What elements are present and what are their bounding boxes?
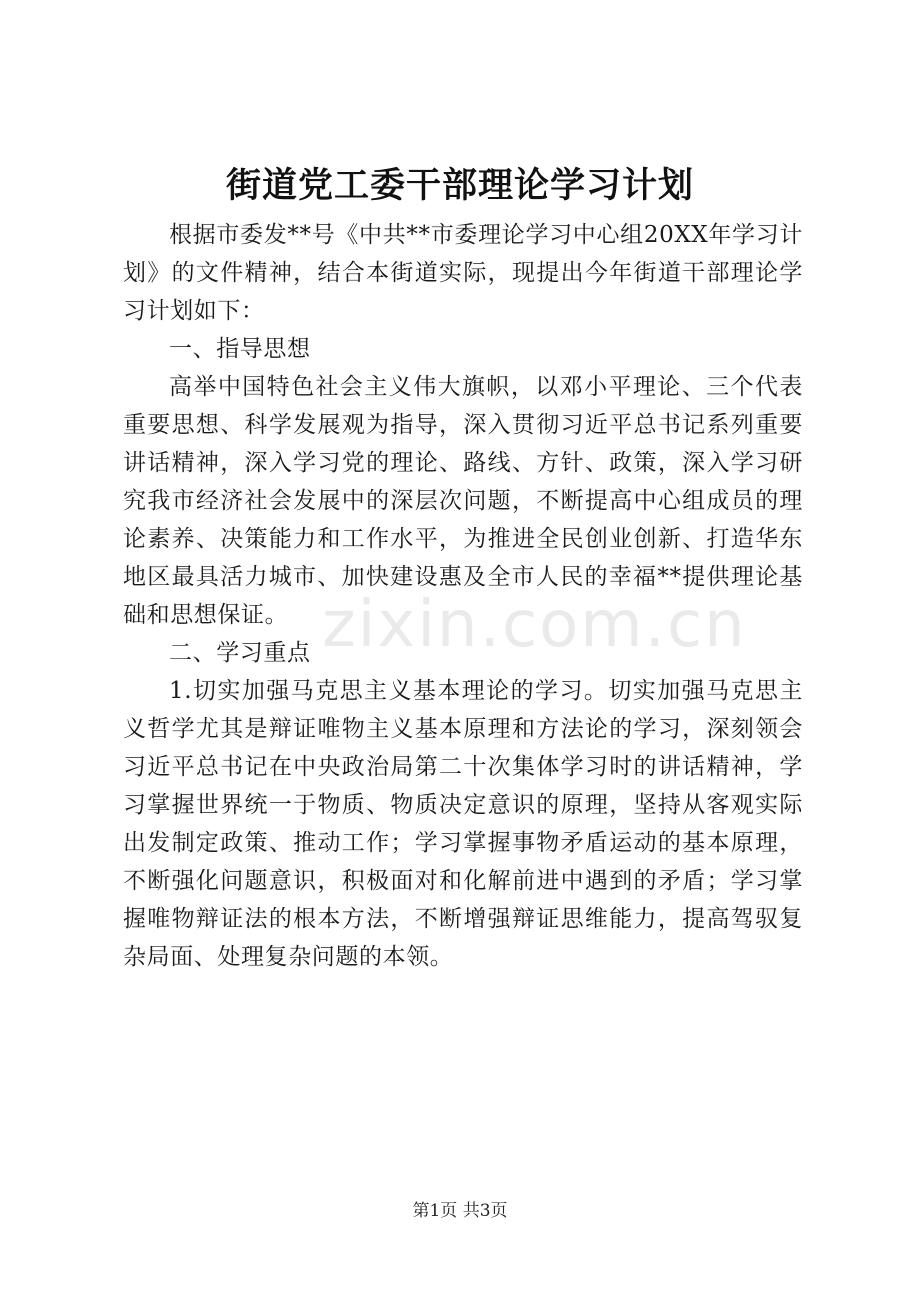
watermark-text: zixin.com.cn [322, 588, 747, 662]
paragraph-intro: 根据市委发**号《中共**市委理论学习中心组20XX年学习计划》的文件精神，结合本街道实际，现提出今年街道干部理论学习计划如下： [123, 222, 803, 324]
paragraph-study-focus-1: 1.切实加强马克思主义基本理论的学习。切实加强马克思主义哲学尤其是辩证唯物主义基本原理和方法论的学习，深刻领会习近平总书记在中央政治局第二十次集体学习时的讲话精神，学习掌握世界统一于物质、物质决定意识的原理，坚持从客观实际出发制定政策、推动工作；学习掌握事物矛盾运动的基本原理，不断强化问题意识，积极面对和化解前进中遇到的矛盾；学习掌握唯物辩证法的根本方法，不断增强辩证思维能力，提高驾驭复杂局面、处理复杂问题的本领。 [123, 678, 803, 970]
document-title: 街道党工委干部理论学习计划 [225, 165, 694, 206]
heading-guiding-thought: 一、指导思想 [169, 336, 311, 362]
document-body [123, 216, 803, 976]
paragraph-guiding-thought: 高举中国特色社会主义伟大旗帜，以邓小平理论、三个代表重要思想、科学发展观为指导，深入贯彻习近平总书记系列重要讲话精神，深入学习党的理论、路线、方针、政策，深入学习研究我市经济社会发展中的深层次问题，不断提高中心组成员的理论素养、决策能力和工作水平，为推进全民创业创新、打造华东地区最具活力城市、加快建设惠及全市人民的幸福**提供理论基础和思想保证。 [123, 374, 803, 628]
page-footer: 第1页 共3页 [412, 1201, 508, 1221]
heading-study-focus: 二、学习重点 [169, 640, 311, 666]
